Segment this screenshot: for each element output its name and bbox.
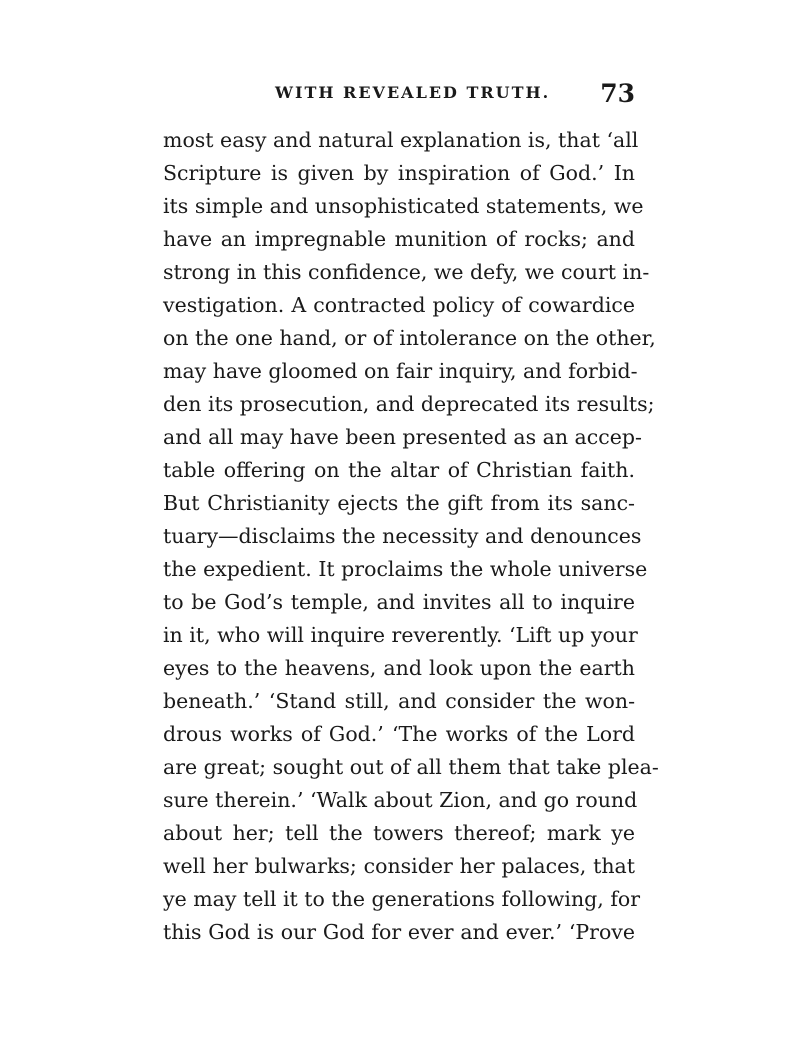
text-line: are great; sought out of all them that take plea- bbox=[163, 755, 659, 779]
text-line: may have gloomed on fair inquiry, and forbid- bbox=[163, 359, 638, 383]
body-text bbox=[163, 124, 659, 949]
text-line: Scripture is given by inspiration of God.’ In bbox=[163, 161, 635, 185]
text-line: sure therein.’ ‘Walk about Zion, and go round bbox=[163, 788, 638, 812]
text-line: its simple and unsophisticated statements, we bbox=[163, 194, 644, 218]
text-line: beneath.’ ‘Stand still, and consider the won- bbox=[163, 689, 635, 713]
text-line: eyes to the heavens, and look upon the earth bbox=[163, 656, 635, 680]
text-line: ye may tell it to the generations following, for bbox=[163, 887, 641, 911]
text-line: tuary—disclaims the necessity and denounces bbox=[163, 524, 642, 548]
text-line: the expedient. It proclaims the whole universe bbox=[163, 557, 648, 581]
text-line: in it, who will inquire reverently. ‘Lift up your bbox=[163, 623, 638, 647]
running-title: WITH REVEALED TRUTH. bbox=[275, 83, 551, 102]
text-line: to be God’s temple, and invites all to inquire bbox=[163, 590, 635, 614]
running-head bbox=[163, 80, 635, 114]
text-line: strong in this confidence, we defy, we court in- bbox=[163, 260, 650, 284]
text-line: vestigation. A contracted policy of cowardice bbox=[163, 293, 635, 317]
text-line: on the one hand, or of intolerance on the other, bbox=[163, 326, 656, 350]
page-number: 73 bbox=[600, 79, 635, 108]
text-line: well her bulwarks; consider her palaces, that bbox=[163, 854, 635, 878]
text-line: den its prosecution, and deprecated its results; bbox=[163, 392, 655, 416]
text-line: have an impregnable munition of rocks; and bbox=[163, 227, 635, 251]
text-line: But Christianity ejects the gift from its sanc- bbox=[163, 491, 635, 515]
text-line: this God is our God for ever and ever.’ ‘Prove bbox=[163, 920, 635, 944]
text-line: about her; tell the towers thereof; mark ye bbox=[163, 821, 635, 845]
text-line: table offering on the altar of Christian faith. bbox=[163, 458, 635, 482]
text-line: and all may have been presented as an accep- bbox=[163, 425, 642, 449]
text-line: most easy and natural explanation is, that ‘all bbox=[163, 128, 639, 152]
text-line: drous works of God.’ ‘The works of the Lord bbox=[163, 722, 635, 746]
